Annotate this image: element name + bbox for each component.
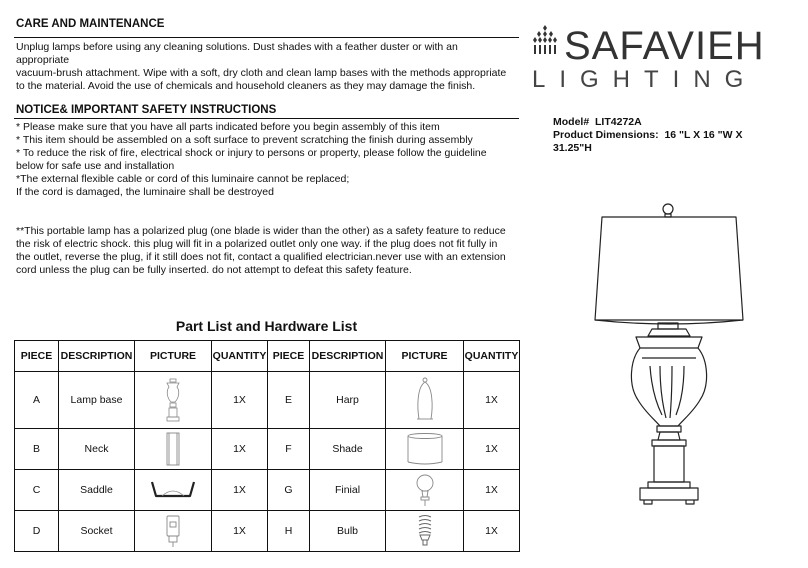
description-cell: Socket	[59, 511, 135, 552]
care-line: appropriate	[16, 54, 70, 66]
quantity-cell: 1X	[212, 470, 268, 511]
care-title: CARE AND MAINTENANCE	[16, 18, 165, 30]
notice-line: below for safe use and installation	[16, 160, 175, 172]
lamp-base-icon	[163, 378, 183, 422]
model-value: LIT4272A	[595, 116, 642, 128]
shade-icon	[405, 432, 445, 466]
piece-cell: B	[15, 429, 59, 470]
polarized-line: **This portable lamp has a polarized plug (one blade is wider than the other) as a safety feature to reduce	[16, 225, 506, 237]
piece-cell: C	[15, 470, 59, 511]
piece-cell: E	[268, 372, 310, 429]
notice-line: * Please make sure that you have all parts indicated before you begin assembly of this item	[16, 121, 440, 133]
neck-icon	[163, 432, 183, 466]
header-piece: PIECE	[268, 341, 310, 372]
table-row	[15, 470, 520, 511]
notice-body	[16, 121, 521, 199]
notice-title: NOTICE& IMPORTANT SAFETY INSTRUCTIONS	[16, 104, 277, 116]
description-cell: Saddle	[59, 470, 135, 511]
care-divider	[14, 37, 519, 38]
description-cell: Lamp base	[59, 372, 135, 429]
brand-name: SAFAVIEH	[564, 24, 765, 68]
dimensions-value: 16 "L X 16 "W X 31.25"H	[553, 129, 743, 154]
table-row	[15, 372, 520, 429]
header-quantity: QUANTITY	[212, 341, 268, 372]
header-quantity: QUANTITY	[464, 341, 520, 372]
dimensions-row	[553, 129, 758, 155]
header-picture: PICTURE	[135, 341, 212, 372]
header-description: DESCRIPTION	[59, 341, 135, 372]
description-cell: Harp	[310, 372, 386, 429]
piece-cell: F	[268, 429, 310, 470]
notice-line: If the cord is damaged, the luminaire shall be destroyed	[16, 186, 274, 198]
parts-table-title: Part List and Hardware List	[175, 318, 358, 334]
polarized-line: cord unless the plug can be fully inserted. do not attempt to defeat this safety feature.	[16, 264, 412, 276]
table-row	[15, 511, 520, 552]
header-picture: PICTURE	[386, 341, 464, 372]
finial-icon	[415, 473, 435, 507]
polarized-line: the outlet, reverse the plug, if it still does not fit, contact a qualified electrician.never use with an extension	[16, 251, 506, 263]
piece-cell: G	[268, 470, 310, 511]
table-lamp-icon	[590, 200, 750, 515]
brand-subtitle: LIGHTING	[532, 66, 758, 93]
header-description: DESCRIPTION	[310, 341, 386, 372]
dimensions-label: Product Dimensions:	[553, 129, 659, 141]
quantity-cell: 1X	[464, 511, 520, 552]
notice-line: * To reduce the risk of fire, electrical shock or injury to persons or property, please follow the guideline	[16, 147, 487, 159]
description-cell: Bulb	[310, 511, 386, 552]
description-cell: Finial	[310, 470, 386, 511]
parts-table-header	[15, 341, 520, 372]
model-row	[553, 116, 793, 129]
quantity-cell: 1X	[464, 429, 520, 470]
header-piece: PIECE	[15, 341, 59, 372]
model-label: Model#	[553, 116, 590, 128]
harp-icon	[413, 377, 437, 423]
notice-divider	[14, 118, 519, 119]
description-cell: Shade	[310, 429, 386, 470]
care-line: vacuum-brush attachment. Wipe with a soft, dry cloth and clean lamp bases with the methods appropriate	[16, 67, 507, 79]
polarized-line: the risk of electric shock. this plug will fit in a polarized outlet only one way. if the plug does not fit fully in	[16, 238, 498, 250]
saddle-icon	[150, 478, 196, 502]
notice-line: * This item should be assembled on a soft surface to prevent scratching the finish during assembly	[16, 134, 473, 146]
quantity-cell: 1X	[212, 372, 268, 429]
safavieh-logo-icon	[530, 24, 560, 61]
bulb-icon	[415, 514, 435, 548]
description-cell: Neck	[59, 429, 135, 470]
care-body	[16, 41, 521, 93]
product-info	[553, 116, 793, 155]
piece-cell: A	[15, 372, 59, 429]
notice-line: *The external flexible cable or cord of this luminaire cannot be replaced;	[16, 173, 350, 185]
care-line: to the material. Avoid the use of chemicals and household cleaners as they may damage the finish.	[16, 80, 476, 92]
parts-table	[14, 340, 520, 552]
quantity-cell: 1X	[464, 470, 520, 511]
quantity-cell: 1X	[212, 511, 268, 552]
polarized-plug-notice	[16, 225, 516, 277]
piece-cell: H	[268, 511, 310, 552]
table-row	[15, 429, 520, 470]
quantity-cell: 1X	[212, 429, 268, 470]
quantity-cell: 1X	[464, 372, 520, 429]
socket-icon	[163, 514, 183, 548]
piece-cell: D	[15, 511, 59, 552]
care-line: Unplug lamps before using any cleaning solutions. Dust shades with a feather duster or with an	[16, 41, 458, 53]
